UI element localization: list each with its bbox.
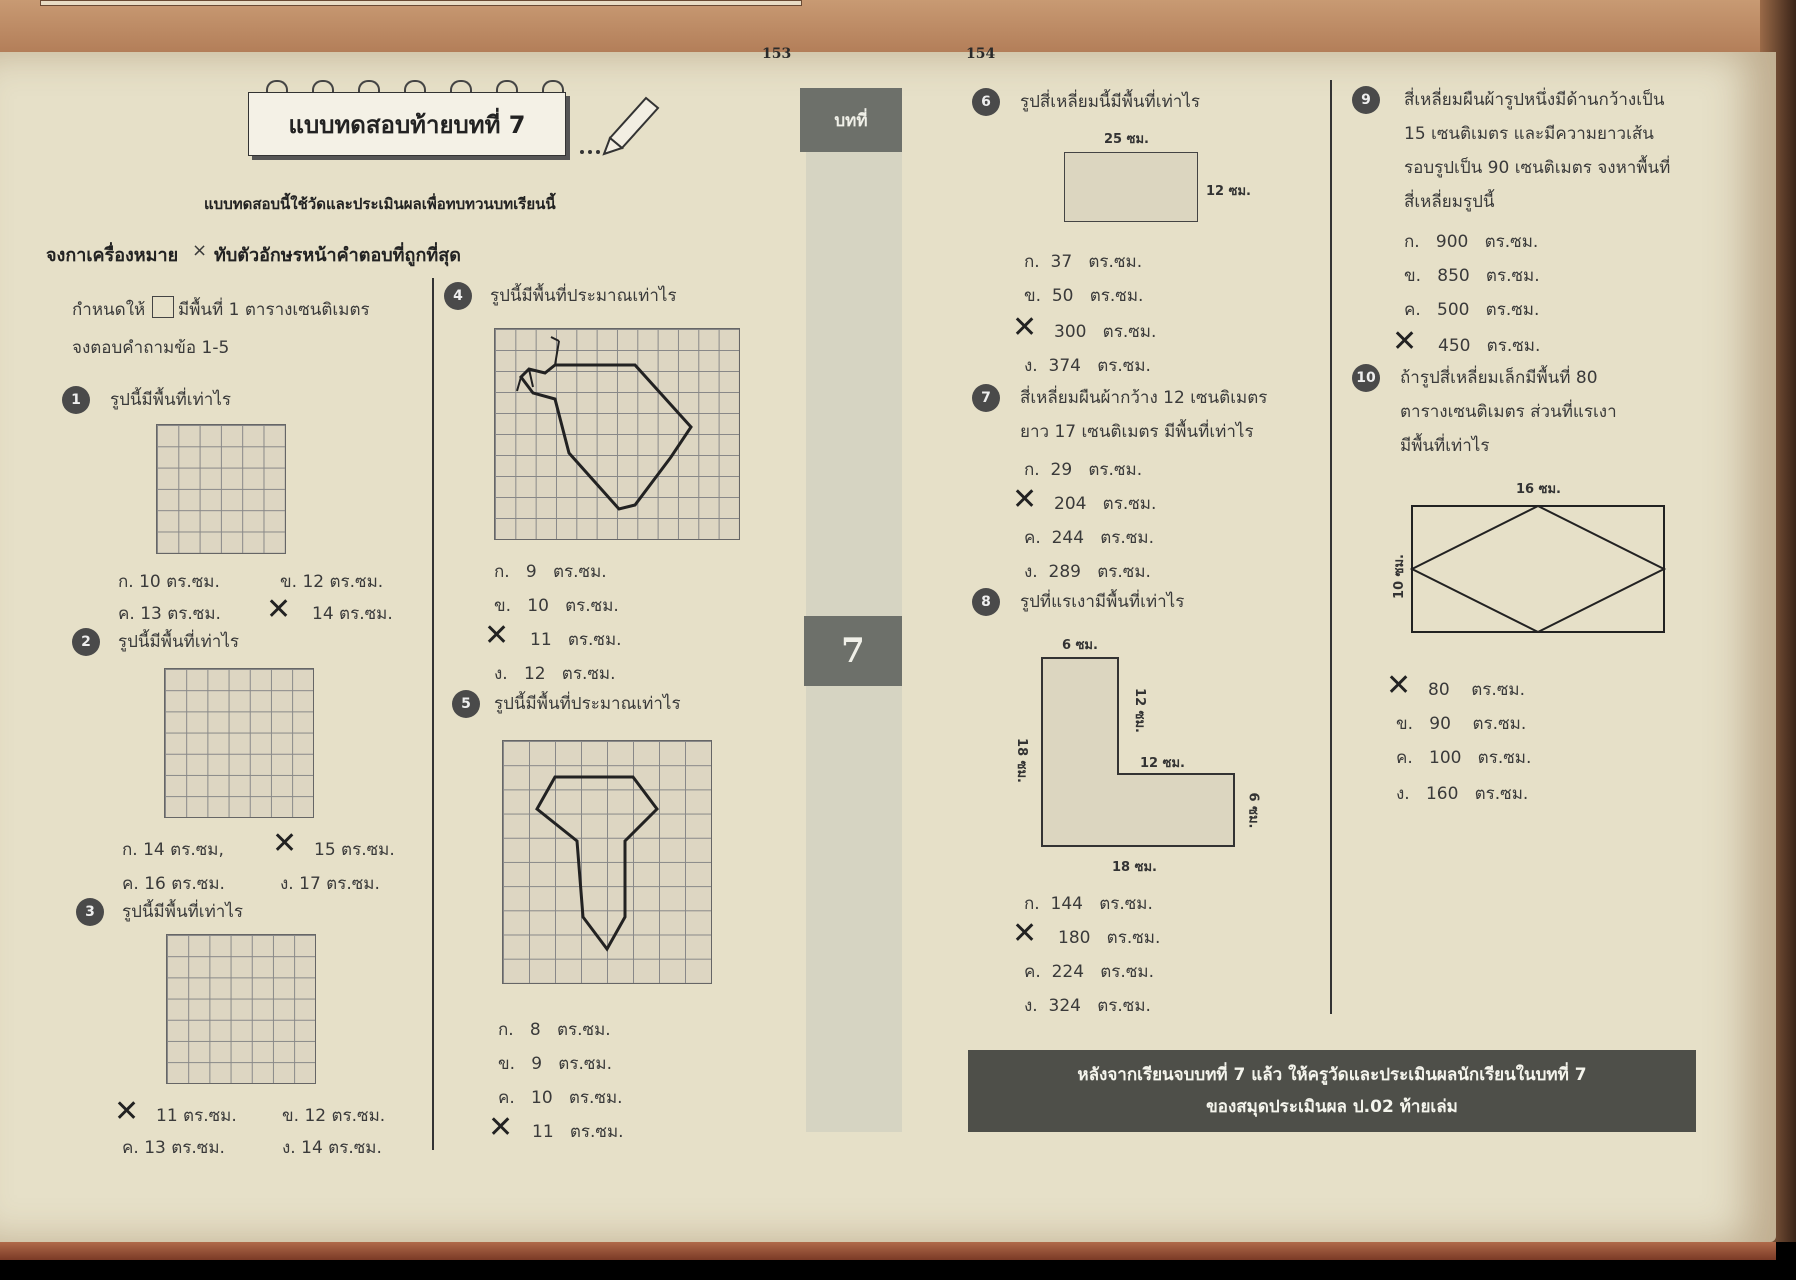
question-number: 9	[1352, 86, 1380, 114]
choice: 11 ตร.ซม.	[530, 630, 622, 650]
choice: ง. 324 ตร.ซม.	[1024, 996, 1151, 1016]
diamond-in-rectangle-figure-q10	[1410, 504, 1666, 634]
choice: 15 ตร.ซม.	[314, 840, 395, 860]
choice: ก. 14 ตร.ซม,	[122, 840, 224, 860]
question-text: รอบรูปเป็น 90 เซนติเมตร จงหาพื้นที่	[1404, 158, 1671, 178]
choice: ก. 8 ตร.ซม.	[498, 1020, 611, 1040]
choice: ง. 17 ตร.ซม.	[280, 874, 380, 894]
instruction-part2: ทับตัวอักษรหน้าคำตอบที่ถูกที่สุด	[214, 245, 461, 266]
choice: ค. 244 ตร.ซม.	[1024, 528, 1154, 548]
choice: ข. 12 ตร.ซม.	[280, 572, 384, 592]
dimension-label: 16 ซม.	[1516, 482, 1561, 497]
dimension-label: 6 ซม.	[1245, 792, 1261, 829]
answer-x-mark: ✕	[1392, 324, 1418, 359]
choice: ก. 10 ตร.ซม.	[118, 572, 220, 592]
question-text: สี่เหลี่ยมผืนผ้ารูปหนึ่งมีด้านกว้างเป็น	[1404, 90, 1665, 110]
question-number: 1	[62, 386, 90, 414]
question-number: 4	[444, 282, 472, 310]
choice: 11 ตร.ซม.	[532, 1122, 624, 1142]
page-number-left: 153	[762, 46, 792, 62]
choice: ข. 12 ตร.ซม.	[282, 1106, 386, 1126]
page-number-right: 154	[966, 46, 996, 62]
question-text: ตารางเซนติเมตร ส่วนที่แรเงา	[1400, 402, 1617, 422]
choice: ค. 10 ตร.ซม.	[498, 1088, 623, 1108]
given-text-3: จงตอบคำถามข้อ 1-5	[72, 338, 230, 358]
choice: 450 ตร.ซม.	[1438, 336, 1541, 356]
column-divider	[1330, 80, 1332, 1014]
unit-square-icon	[152, 296, 174, 318]
question-text: 15 เซนติเมตร และมีความยาวเส้น	[1404, 124, 1654, 144]
question-text: รูปสี่เหลี่ยมนี้มีพื้นที่เท่าไร	[1020, 92, 1201, 112]
choice: ก. 9 ตร.ซม.	[494, 562, 607, 582]
column-divider	[432, 278, 434, 1150]
instruction-x-symbol: ×	[192, 240, 208, 261]
question-text: รูปนี้มีพื้นที่เท่าไร	[118, 632, 240, 652]
grid-figure-q4	[494, 328, 740, 540]
choice: ก. 144 ตร.ซม.	[1024, 894, 1153, 914]
grid-figure-q5	[502, 740, 712, 984]
question-number: 10	[1352, 364, 1380, 392]
choice: 300 ตร.ซม.	[1054, 322, 1157, 342]
answer-x-mark: ✕	[1012, 482, 1038, 517]
question-number: 2	[72, 628, 100, 656]
chapter-tab-label: บทที่	[800, 88, 902, 152]
choice: ค. 224 ตร.ซม.	[1024, 962, 1154, 982]
question-text: ถ้ารูปสี่เหลี่ยมเล็กมีพื้นที่ 80	[1400, 368, 1598, 388]
choice: ค. 13 ตร.ซม.	[118, 604, 221, 624]
grid-figure-q1	[156, 424, 286, 554]
choice: ค. 16 ตร.ซม.	[122, 874, 225, 894]
question-text: รูปนี้มีพื้นที่เท่าไร	[122, 902, 244, 922]
question-number: 5	[452, 690, 480, 718]
question-text: ยาว 17 เซนติเมตร มีพื้นที่เท่าไร	[1020, 422, 1254, 442]
choice: ค. 100 ตร.ซม.	[1396, 748, 1532, 768]
choice: ง. 14 ตร.ซม.	[282, 1138, 382, 1158]
book-top-edge	[0, 0, 1796, 60]
dimension-label: 18 ซม.	[1013, 738, 1029, 783]
choice: ข. 9 ตร.ซม.	[498, 1054, 613, 1074]
choice: 11 ตร.ซม.	[156, 1106, 237, 1126]
test-title: แบบทดสอบท้ายบทที่ 7	[248, 92, 566, 156]
choice: 204 ตร.ซม.	[1054, 494, 1157, 514]
grid-figure-q2	[164, 668, 314, 818]
question-number: 8	[972, 588, 1000, 616]
answer-x-mark: ✕	[1012, 310, 1038, 345]
pencil-icon	[580, 88, 666, 158]
instruction-part1: จงกาเครื่องหมาย	[46, 245, 179, 266]
rectangle-figure-q6	[1064, 152, 1198, 222]
banner-line-2: ของสมุดประเมินผล ป.02 ท้ายเล่ม	[1206, 1097, 1458, 1117]
dimension-label: 6 ซม.	[1062, 638, 1098, 653]
answer-x-mark: ✕	[266, 592, 292, 627]
choice: ข. 10 ตร.ซม.	[494, 596, 619, 616]
question-text: รูปนี้มีพื้นที่ประมาณเท่าไร	[490, 286, 677, 306]
test-subtitle: แบบทดสอบนี้ใช้วัดและประเมินผลเพื่อทบทวนบทเรียนนี้	[204, 195, 556, 213]
question-text: สี่เหลี่ยมรูปนี้	[1404, 192, 1495, 212]
grid-figure-q3	[166, 934, 316, 1084]
choice: ค. 13 ตร.ซม.	[122, 1138, 225, 1158]
answer-x-mark: ✕	[272, 826, 298, 861]
shape-outline-q5	[503, 741, 711, 983]
dimension-label: 12 ซม.	[1140, 756, 1185, 771]
choice: ก. 37 ตร.ซม.	[1024, 252, 1143, 272]
banner-line-1: หลังจากเรียนจบบทที่ 7 แล้ว ให้ครูวัดและประเมินผลนักเรียนในบทที่ 7	[1077, 1065, 1587, 1085]
choice: ง. 289 ตร.ซม.	[1024, 562, 1151, 582]
choice: 180 ตร.ซม.	[1058, 928, 1161, 948]
answer-x-mark: ✕	[114, 1094, 140, 1129]
answer-x-mark: ✕	[1012, 916, 1038, 951]
l-shape-figure-q8	[1010, 630, 1270, 870]
dimension-label: 12 ซม.	[1206, 184, 1251, 199]
question-number: 3	[76, 898, 104, 926]
choice: ก. 900 ตร.ซม.	[1404, 232, 1539, 252]
dimension-label: 12 ซม.	[1131, 688, 1147, 733]
choice: ง. 12 ตร.ซม.	[494, 664, 616, 684]
answer-x-mark: ✕	[484, 618, 510, 653]
question-number: 6	[972, 88, 1000, 116]
choice: ข. 50 ตร.ซม.	[1024, 286, 1144, 306]
answer-x-mark: ✕	[488, 1110, 514, 1145]
choice: ง. 374 ตร.ซม.	[1024, 356, 1151, 376]
choice: ก. 29 ตร.ซม.	[1024, 460, 1143, 480]
given-text-2: มีพื้นที่ 1 ตารางเซนติเมตร	[178, 300, 370, 320]
question-number: 7	[972, 384, 1000, 412]
question-text: สี่เหลี่ยมผืนผ้ากว้าง 12 เซนติเมตร	[1020, 388, 1268, 408]
choice: 14 ตร.ซม.	[312, 604, 393, 624]
dimension-label: 18 ซม.	[1112, 860, 1157, 875]
choice: ข. 850 ตร.ซม.	[1404, 266, 1540, 286]
dimension-label: 25 ซม.	[1104, 132, 1149, 147]
given-text-1: กำหนดให้	[72, 300, 146, 320]
shape-outline-q4	[495, 329, 739, 539]
question-text: มีพื้นที่เท่าไร	[1400, 436, 1490, 456]
chapter-tab-number: 7	[804, 616, 902, 686]
question-text: รูปที่แรเงามีพื้นที่เท่าไร	[1020, 592, 1185, 612]
choice: ค. 500 ตร.ซม.	[1404, 300, 1540, 320]
choice: ข. 90 ตร.ซม.	[1396, 714, 1527, 734]
question-text: รูปนี้มีพื้นที่เท่าไร	[110, 390, 232, 410]
answer-x-mark: ✕	[1386, 668, 1412, 703]
assessment-note-banner	[968, 1050, 1696, 1132]
choice: ง. 160 ตร.ซม.	[1396, 784, 1529, 804]
question-text: รูปนี้มีพื้นที่ประมาณเท่าไร	[494, 694, 681, 714]
dimension-label: 10 ซม.	[1391, 554, 1407, 599]
choice: 80 ตร.ซม.	[1428, 680, 1525, 700]
